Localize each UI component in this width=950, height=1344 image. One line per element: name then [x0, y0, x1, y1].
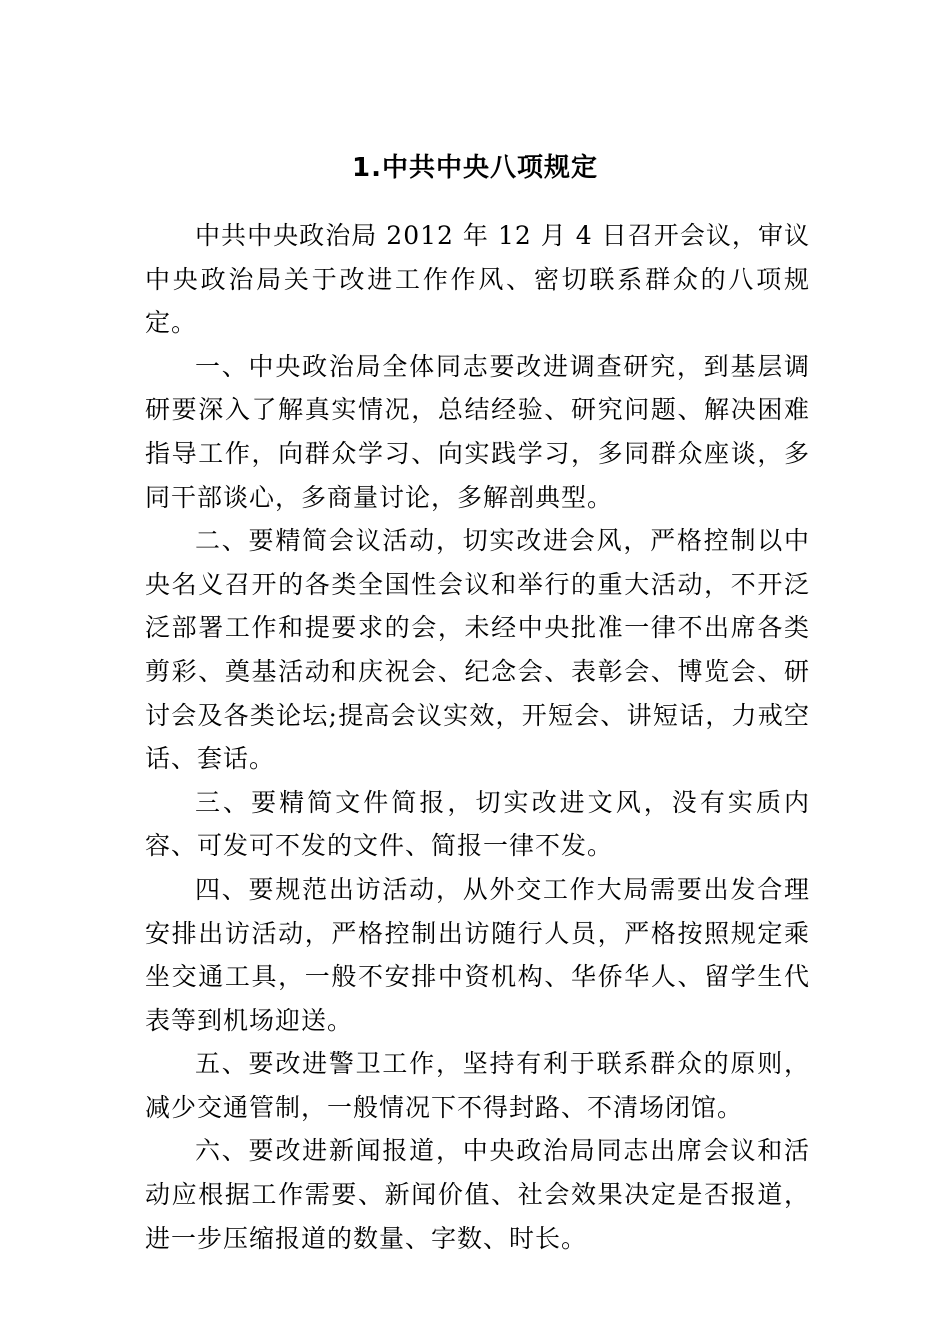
paragraph-rule-6: 六、要改进新闻报道，中央政治局同志出席会议和活动应根据工作需要、新闻价值、社会效果决定是否报道，进一步压缩报道的数量、字数、时长。	[145, 1136, 810, 1253]
paragraph-rule-2: 二、要精简会议活动，切实改进会风，严格控制以中央名义召开的各类全国性会议和举行的重大活动，不开泛泛部署工作和提要求的会，未经中央批准一律不出席各类剪彩、奠基活动和庆祝会、纪念会、表彰会、博览会、研讨会及各类论坛;提高会议实效，开短会、讲短话，力戒空话、套话。	[145, 526, 810, 774]
paragraph-rule-4: 四、要规范出访活动，从外交工作大局需要出发合理安排出访活动，严格控制出访随行人员，严格按照规定乘坐交通工具，一般不安排中资机构、华侨华人、留学生代表等到机场迎送。	[145, 874, 810, 1035]
paragraph-rule-1: 一、中央政治局全体同志要改进调查研究，到基层调研要深入了解真实情况，总结经验、研究问题、解决困难指导工作，向群众学习、向实践学习，多同群众座谈，多同干部谈心，多商量讨论，多解剖典型。	[145, 351, 810, 512]
paragraph-rule-3: 三、要精简文件简报，切实改进文风，没有实质内容、可发可不发的文件、简报一律不发。	[145, 787, 810, 861]
paragraph-intro: 中共中央政治局 2012 年 12 月 4 日召开会议，审议中央政治局关于改进工作作风、密切联系群众的八项规定。	[145, 221, 810, 338]
document-body	[145, 214, 810, 1260]
paragraph-rule-5: 五、要改进警卫工作，坚持有利于联系群众的原则，减少交通管制，一般情况下不得封路、不清场闭馆。	[145, 1049, 810, 1122]
document-title: 1.中共中央八项规定	[352, 153, 598, 183]
